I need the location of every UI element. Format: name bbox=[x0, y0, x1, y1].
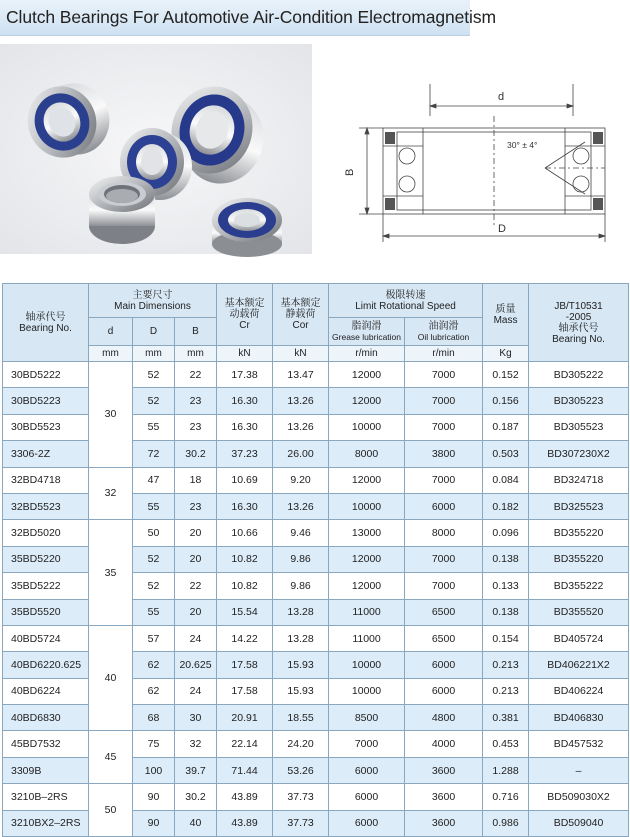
B-cell: 20 bbox=[175, 520, 217, 546]
bearing-no-header: 轴承代号 Bearing No. bbox=[3, 284, 89, 362]
grease-cell: 8500 bbox=[329, 705, 405, 731]
bearing-no-cell: 30BD5222 bbox=[3, 362, 89, 388]
bearing-no-cell: 45BD7532 bbox=[3, 731, 89, 757]
D-cell: 52 bbox=[133, 388, 175, 414]
d-dimension-label: d bbox=[498, 91, 505, 103]
B-cell: 30.2 bbox=[175, 784, 217, 810]
cr-cell: 43.89 bbox=[217, 784, 273, 810]
oil-cell: 8000 bbox=[405, 520, 483, 546]
grease-cell: 6000 bbox=[329, 757, 405, 783]
bearing-no-cell: 32BD5020 bbox=[3, 520, 89, 546]
cor-cell: 13.47 bbox=[273, 362, 329, 388]
jb-cell: BD406830 bbox=[529, 705, 629, 731]
grease-cell: 10000 bbox=[329, 414, 405, 440]
mass-cell: 0.716 bbox=[483, 784, 529, 810]
mass-cell: 0.138 bbox=[483, 599, 529, 625]
cor-cell: 9.46 bbox=[273, 520, 329, 546]
mass-cell: 0.381 bbox=[483, 705, 529, 731]
cr-cell: 10.69 bbox=[217, 467, 273, 493]
bearing-no-cell: 30BD5523 bbox=[3, 414, 89, 440]
jb-cell: BD509040 bbox=[529, 810, 629, 836]
cor-cell: 37.73 bbox=[273, 784, 329, 810]
jb-cell: BD406221X2 bbox=[529, 652, 629, 678]
D-cell: 50 bbox=[133, 520, 175, 546]
mass-cell: 0.138 bbox=[483, 546, 529, 572]
jb-cell: BD305523 bbox=[529, 414, 629, 440]
title-banner bbox=[0, 0, 496, 36]
inner-diameter-cell: 50 bbox=[89, 784, 133, 837]
bearing-no-cell: 30BD5223 bbox=[3, 388, 89, 414]
D-cell: 52 bbox=[133, 362, 175, 388]
B-cell: 24 bbox=[175, 678, 217, 704]
jb-cell: BD355220 bbox=[529, 520, 629, 546]
cor-header: 基本额定 静载荷 Cor bbox=[273, 284, 329, 346]
grease-cell: 11000 bbox=[329, 625, 405, 651]
B-cell: 18 bbox=[175, 467, 217, 493]
grease-cell: 6000 bbox=[329, 810, 405, 836]
grease-cell: 10000 bbox=[329, 493, 405, 519]
mass-header: 质量 Mass bbox=[483, 284, 529, 346]
table-row bbox=[3, 520, 629, 546]
mass-cell: 0.187 bbox=[483, 414, 529, 440]
cor-cell: 18.55 bbox=[273, 705, 329, 731]
cr-cell: 17.58 bbox=[217, 652, 273, 678]
mass-cell: 0.453 bbox=[483, 731, 529, 757]
table-row bbox=[3, 625, 629, 651]
cor-cell: 53.26 bbox=[273, 757, 329, 783]
unit-d: mm bbox=[89, 346, 133, 362]
cor-cell: 15.93 bbox=[273, 652, 329, 678]
B-cell: 22 bbox=[175, 573, 217, 599]
cr-cell: 22.14 bbox=[217, 731, 273, 757]
oil-cell: 3800 bbox=[405, 441, 483, 467]
grease-cell: 10000 bbox=[329, 678, 405, 704]
cor-cell: 37.73 bbox=[273, 810, 329, 836]
oil-cell: 6000 bbox=[405, 493, 483, 519]
unit-D: mm bbox=[133, 346, 175, 362]
cor-cell: 13.26 bbox=[273, 414, 329, 440]
cr-cell: 17.38 bbox=[217, 362, 273, 388]
D-cell: 62 bbox=[133, 652, 175, 678]
inner-diameter-cell: 30 bbox=[89, 362, 133, 468]
grease-cell: 12000 bbox=[329, 573, 405, 599]
mass-cell: 0.213 bbox=[483, 652, 529, 678]
cr-cell: 43.89 bbox=[217, 810, 273, 836]
D-cell: 90 bbox=[133, 784, 175, 810]
grease-header: 脂润滑 Grease lubrication bbox=[329, 318, 405, 346]
bearing-no-cell: 40BD6220.625 bbox=[3, 652, 89, 678]
cor-cell: 26.00 bbox=[273, 441, 329, 467]
mass-cell: 0.084 bbox=[483, 467, 529, 493]
B-cell: 32 bbox=[175, 731, 217, 757]
cr-cell: 17.58 bbox=[217, 678, 273, 704]
unit-oil: r/min bbox=[405, 346, 483, 362]
cr-header: 基本额定 动载荷 Cr bbox=[217, 284, 273, 346]
unit-B: mm bbox=[175, 346, 217, 362]
D-cell: 57 bbox=[133, 625, 175, 651]
cor-cell: 13.26 bbox=[273, 388, 329, 414]
B-cell: 22 bbox=[175, 362, 217, 388]
oil-cell: 6500 bbox=[405, 599, 483, 625]
oil-cell: 3600 bbox=[405, 810, 483, 836]
jb-cell: BD355222 bbox=[529, 573, 629, 599]
B-cell: 23 bbox=[175, 414, 217, 440]
oil-cell: 7000 bbox=[405, 467, 483, 493]
D-cell: 62 bbox=[133, 678, 175, 704]
B-header: B bbox=[175, 318, 217, 346]
jb-cell: BD405724 bbox=[529, 625, 629, 651]
D-cell: 90 bbox=[133, 810, 175, 836]
unit-grease: r/min bbox=[329, 346, 405, 362]
table-row bbox=[3, 362, 629, 388]
grease-cell: 12000 bbox=[329, 388, 405, 414]
bearing-icon bbox=[89, 176, 155, 244]
cr-cell: 15.54 bbox=[217, 599, 273, 625]
mass-cell: 0.156 bbox=[483, 388, 529, 414]
limit-speed-header: 极限转速 Limit Rotational Speed bbox=[329, 284, 483, 318]
grease-cell: 12000 bbox=[329, 467, 405, 493]
main-dimensions-header: 主要尺寸 Main Dimensions bbox=[89, 284, 217, 318]
cr-cell: 14.22 bbox=[217, 625, 273, 651]
cor-cell: 13.26 bbox=[273, 493, 329, 519]
bearing-no-cell: 35BD5520 bbox=[3, 599, 89, 625]
D-cell: 47 bbox=[133, 467, 175, 493]
bearing-no-cell: 32BD4718 bbox=[3, 467, 89, 493]
table-row bbox=[3, 731, 629, 757]
D-cell: 68 bbox=[133, 705, 175, 731]
cr-cell: 16.30 bbox=[217, 493, 273, 519]
B-cell: 23 bbox=[175, 493, 217, 519]
B-cell: 30 bbox=[175, 705, 217, 731]
D-cell: 55 bbox=[133, 493, 175, 519]
bearing-no-cell: 3210BX2–2RS bbox=[3, 810, 89, 836]
oil-cell: 6000 bbox=[405, 678, 483, 704]
D-header: D bbox=[133, 318, 175, 346]
B-cell: 20.625 bbox=[175, 652, 217, 678]
grease-cell: 12000 bbox=[329, 362, 405, 388]
jb-cell: BD307230X2 bbox=[529, 441, 629, 467]
cor-cell: 9.86 bbox=[273, 546, 329, 572]
mass-cell: 0.503 bbox=[483, 441, 529, 467]
grease-cell: 8000 bbox=[329, 441, 405, 467]
cor-cell: 24.20 bbox=[273, 731, 329, 757]
grease-cell: 10000 bbox=[329, 652, 405, 678]
grease-cell: 7000 bbox=[329, 731, 405, 757]
D-cell: 55 bbox=[133, 599, 175, 625]
bearing-no-cell: 35BD5222 bbox=[3, 573, 89, 599]
jb-cell: BD324718 bbox=[529, 467, 629, 493]
oil-cell: 4800 bbox=[405, 705, 483, 731]
B-cell: 39.7 bbox=[175, 757, 217, 783]
jb-cell: – bbox=[529, 757, 629, 783]
mass-cell: 0.133 bbox=[483, 573, 529, 599]
bearing-no-cell: 40BD5724 bbox=[3, 625, 89, 651]
jb-cell: BD355520 bbox=[529, 599, 629, 625]
bearing-no-cell: 35BD5220 bbox=[3, 546, 89, 572]
cor-cell: 13.28 bbox=[273, 599, 329, 625]
B-cell: 20 bbox=[175, 546, 217, 572]
inner-diameter-cell: 32 bbox=[89, 467, 133, 520]
d-header: d bbox=[89, 318, 133, 346]
jb-cell: BD457532 bbox=[529, 731, 629, 757]
mass-cell: 0.182 bbox=[483, 493, 529, 519]
oil-cell: 6500 bbox=[405, 625, 483, 651]
cr-cell: 10.82 bbox=[217, 546, 273, 572]
bearing-no-cell: 40BD6224 bbox=[3, 678, 89, 704]
jb-cell: BD305223 bbox=[529, 388, 629, 414]
inner-diameter-cell: 45 bbox=[89, 731, 133, 784]
bearing-cross-section-diagram bbox=[335, 76, 630, 251]
jb-cell: BD406224 bbox=[529, 678, 629, 704]
D-cell: 52 bbox=[133, 546, 175, 572]
oil-cell: 7000 bbox=[405, 362, 483, 388]
jb-cell: BD325523 bbox=[529, 493, 629, 519]
oil-cell: 4000 bbox=[405, 731, 483, 757]
mass-cell: 0.986 bbox=[483, 810, 529, 836]
inner-diameter-cell: 35 bbox=[89, 520, 133, 626]
B-dimension-label: B bbox=[344, 168, 356, 176]
cr-cell: 16.30 bbox=[217, 388, 273, 414]
bearing-spec-table bbox=[2, 283, 629, 837]
grease-cell: 13000 bbox=[329, 520, 405, 546]
bearing-product-photo bbox=[0, 44, 312, 254]
oil-cell: 7000 bbox=[405, 414, 483, 440]
table-row bbox=[3, 784, 629, 810]
cor-cell: 9.86 bbox=[273, 573, 329, 599]
cr-cell: 10.82 bbox=[217, 573, 273, 599]
unit-mass: Kg bbox=[483, 346, 529, 362]
cor-cell: 9.20 bbox=[273, 467, 329, 493]
oil-cell: 7000 bbox=[405, 546, 483, 572]
oil-cell: 6000 bbox=[405, 652, 483, 678]
mass-cell: 0.213 bbox=[483, 678, 529, 704]
cr-cell: 71.44 bbox=[217, 757, 273, 783]
bearing-no-cell: 3210B–2RS bbox=[3, 784, 89, 810]
grease-cell: 12000 bbox=[329, 546, 405, 572]
cor-cell: 13.28 bbox=[273, 625, 329, 651]
oil-cell: 7000 bbox=[405, 388, 483, 414]
unit-cr: kN bbox=[217, 346, 273, 362]
mass-cell: 0.096 bbox=[483, 520, 529, 546]
inner-diameter-cell: 40 bbox=[89, 625, 133, 731]
B-cell: 20 bbox=[175, 599, 217, 625]
grease-cell: 6000 bbox=[329, 784, 405, 810]
B-cell: 23 bbox=[175, 388, 217, 414]
table-body bbox=[3, 362, 629, 837]
B-cell: 30.2 bbox=[175, 441, 217, 467]
jb-bearing-no-header: JB/T10531 -2005 轴承代号 Bearing No. bbox=[529, 284, 629, 362]
bearing-icon bbox=[212, 198, 282, 257]
oil-header: 油润滑 Oil lubrication bbox=[405, 318, 483, 346]
oil-cell: 3600 bbox=[405, 757, 483, 783]
D-cell: 55 bbox=[133, 414, 175, 440]
jb-cell: BD305222 bbox=[529, 362, 629, 388]
cr-cell: 20.91 bbox=[217, 705, 273, 731]
page-title: Clutch Bearings For Automotive Air-Condition Electromagnetism bbox=[6, 7, 496, 27]
mass-cell: 1.288 bbox=[483, 757, 529, 783]
B-cell: 24 bbox=[175, 625, 217, 651]
D-cell: 72 bbox=[133, 441, 175, 467]
cr-cell: 37.23 bbox=[217, 441, 273, 467]
D-dimension-label: D bbox=[498, 223, 506, 235]
mass-cell: 0.152 bbox=[483, 362, 529, 388]
unit-cor: kN bbox=[273, 346, 329, 362]
bearing-no-cell: 40BD6830 bbox=[3, 705, 89, 731]
jb-cell: BD355220 bbox=[529, 546, 629, 572]
cr-cell: 10.66 bbox=[217, 520, 273, 546]
mass-cell: 0.154 bbox=[483, 625, 529, 651]
jb-cell: BD509030X2 bbox=[529, 784, 629, 810]
D-cell: 100 bbox=[133, 757, 175, 783]
cor-cell: 15.93 bbox=[273, 678, 329, 704]
contact-angle-label: 30° ± 4° bbox=[507, 140, 538, 150]
D-cell: 75 bbox=[133, 731, 175, 757]
bearing-no-cell: 3309B bbox=[3, 757, 89, 783]
oil-cell: 3600 bbox=[405, 784, 483, 810]
cr-cell: 16.30 bbox=[217, 414, 273, 440]
grease-cell: 11000 bbox=[329, 599, 405, 625]
B-cell: 40 bbox=[175, 810, 217, 836]
oil-cell: 7000 bbox=[405, 573, 483, 599]
bearing-no-cell: 3306-2Z bbox=[3, 441, 89, 467]
D-cell: 52 bbox=[133, 573, 175, 599]
table-row bbox=[3, 467, 629, 493]
bearing-no-cell: 32BD5523 bbox=[3, 493, 89, 519]
